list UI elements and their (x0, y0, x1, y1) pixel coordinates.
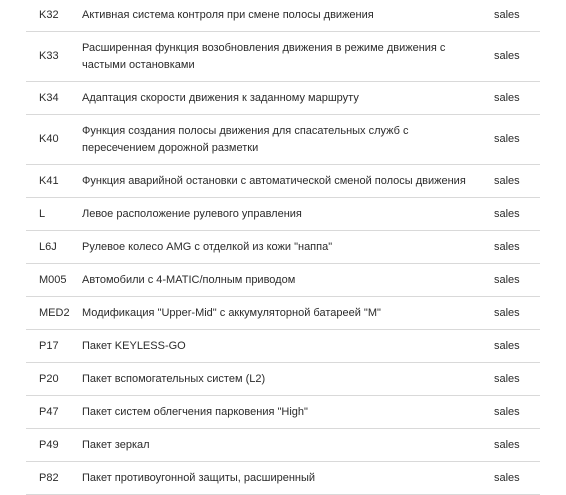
option-description: Пакет вспомогательных систем (L2) (82, 372, 266, 385)
option-description: Рулевое колесо AMG с отделкой из кожи "наппа" (82, 240, 333, 253)
option-description: Пакет зеркал (82, 438, 150, 451)
option-source: sales (494, 91, 520, 104)
option-code: P20 (39, 372, 59, 385)
table-row (26, 82, 540, 115)
table-row (26, 396, 540, 429)
option-code: K34 (39, 91, 59, 104)
option-source: sales (494, 273, 520, 286)
option-code: P47 (39, 405, 59, 418)
option-code: MED2 (39, 306, 70, 319)
table-row (26, 0, 540, 32)
option-source: sales (494, 405, 520, 418)
option-code: P17 (39, 339, 59, 352)
table-row (26, 462, 540, 495)
option-code: K40 (39, 133, 59, 145)
table-row (26, 115, 540, 165)
option-description: Пакет систем облегчения парковения "High" (82, 405, 308, 418)
option-description: Расширенная функция возобновления движения в режиме движения с частыми остановками (82, 41, 446, 71)
option-description: Функция аварийной остановки с автоматической сменой полосы движения (82, 174, 466, 187)
option-description: Адаптация скорости движения к заданному маршруту (82, 91, 359, 104)
option-code: K41 (39, 174, 59, 187)
option-source: sales (494, 8, 520, 21)
table-row (26, 330, 540, 363)
option-source: sales (494, 471, 520, 484)
table-row (26, 32, 540, 82)
option-code: K33 (39, 50, 59, 62)
table-row (26, 264, 540, 297)
option-code: P82 (39, 471, 59, 484)
option-source: sales (494, 339, 520, 352)
table-row (26, 198, 540, 231)
option-source: sales (494, 438, 520, 451)
option-description: Пакет противоугонной защиты, расширенный (82, 471, 316, 484)
option-code: M005 (39, 273, 67, 286)
table-row (26, 165, 540, 198)
option-description: Автомобили с 4-MATIC/полным приводом (82, 273, 296, 286)
option-source: sales (494, 174, 520, 187)
option-description: Функция создания полосы движения для спасательных служб с пересечением дорожной разметки (82, 124, 409, 154)
table-row (26, 297, 540, 330)
options-table (26, 0, 540, 495)
option-code: K32 (39, 8, 59, 21)
option-code: L (39, 207, 46, 220)
option-description: Модификация "Upper-Mid" с аккумуляторной батареей "M" (82, 306, 381, 319)
option-description: Активная система контроля при смене полосы движения (82, 8, 374, 21)
table-row (26, 429, 540, 462)
option-source: sales (494, 372, 520, 385)
option-code: L6J (39, 240, 57, 253)
option-code: P49 (39, 438, 59, 451)
option-description: Левое расположение рулевого управления (82, 207, 302, 220)
option-description: Пакет KEYLESS-GO (82, 339, 186, 352)
option-source: sales (494, 133, 520, 145)
option-source: sales (494, 306, 520, 319)
table-row (26, 231, 540, 264)
option-source: sales (494, 240, 520, 253)
option-source: sales (494, 207, 520, 220)
table-row (26, 363, 540, 396)
option-source: sales (494, 50, 520, 62)
